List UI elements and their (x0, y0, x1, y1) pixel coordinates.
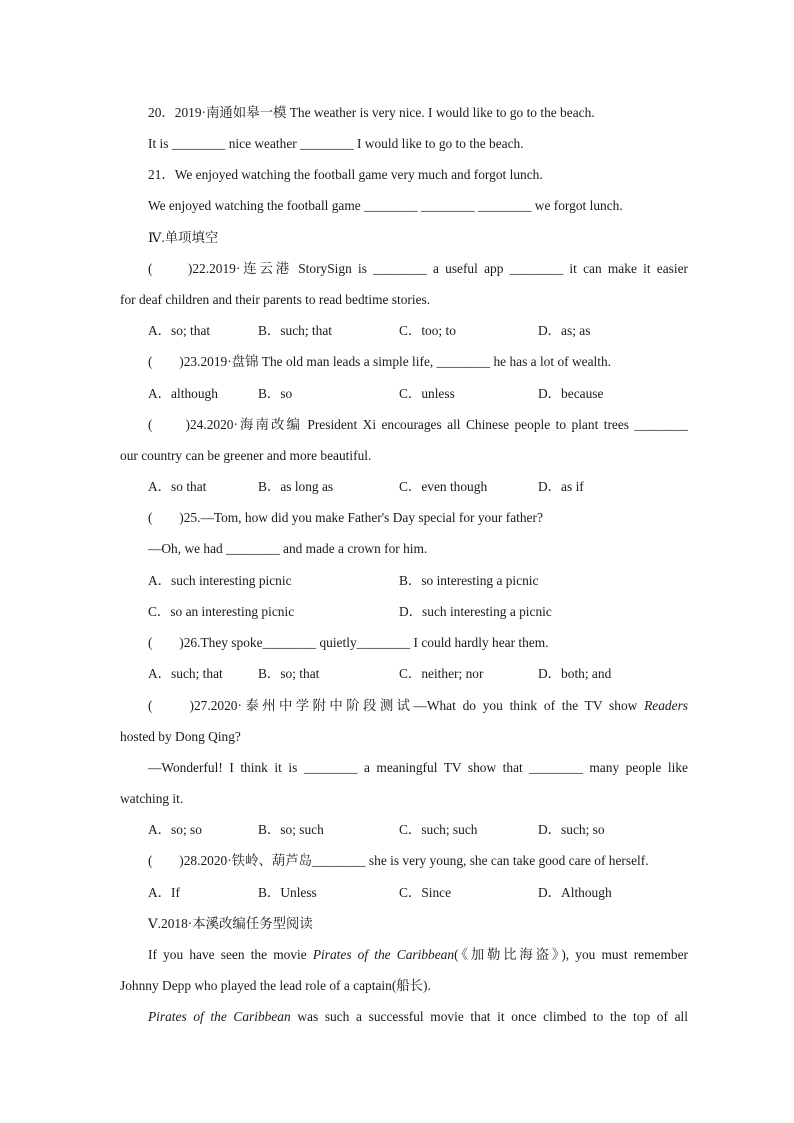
option-c: C．such; such (399, 822, 478, 837)
option-a: A．so; so (148, 822, 202, 837)
option-a: A．such; that (148, 666, 223, 681)
option-c: C．even though (399, 479, 488, 494)
option-b: B．such; that (258, 323, 333, 338)
option-c: C．Since (399, 885, 452, 900)
movie-title: Pirates of the Caribbean (312, 947, 455, 962)
question-25-reply: —Oh, we had ________ and made a crown for him. (148, 541, 428, 556)
reading-text: (《加勒比海盗》), you must remember (454, 947, 688, 962)
option-d: D．Although (538, 885, 612, 900)
option-b: B．so (258, 386, 293, 401)
question-22: ( )22.2019·连云港 StorySign is ________ a useful app ________ it can make it easier (148, 261, 688, 276)
question-26: ( )26.They spoke________ quietly________ I could hardly hear them. (148, 635, 549, 650)
reading-paragraph-2 (148, 1008, 688, 1026)
option-b: B．so; that (258, 666, 320, 681)
reading-paragraph-1 (148, 946, 688, 964)
question-21: 21．We enjoyed watching the football game very much and forgot lunch. (148, 167, 543, 182)
option-d: D．as if (538, 479, 584, 494)
question-27 (148, 697, 688, 715)
question-24-cont: our country can be greener and more beautiful. (120, 448, 372, 463)
question-27-text: ( )27.2020·泰州中学附中阶段测试—What do you think of the TV show (148, 698, 645, 713)
question-28: ( )28.2020·铁岭、葫芦岛________ she is very young, she can take good care of herself. (148, 853, 649, 868)
question-24: ( )24.2020·海南改编 President Xi encourages all Chinese people to plant trees ________ (148, 417, 688, 432)
option-b: B．as long as (258, 479, 334, 494)
option-c: C．too; to (399, 323, 456, 338)
question-27-cont: hosted by Dong Qing? (120, 729, 241, 744)
question-20: 20．2019·南通如皋一模 The weather is very nice. I would like to go to the beach. (148, 105, 595, 120)
option-d: D．because (538, 386, 604, 401)
option-d: D．such; so (538, 822, 605, 837)
reading-text: was such a successful movie that it once climbed to the top of all (290, 1009, 688, 1024)
question-20-rewrite: It is ________ nice weather ________ I would like to go to the beach. (148, 136, 524, 151)
option-c: C．so an interesting picnic (148, 604, 295, 619)
question-27-reply-cont: watching it. (120, 791, 184, 806)
section-5-heading: Ⅴ.2018·本溪改编任务型阅读 (148, 916, 313, 931)
reading-text: If you have seen the movie (148, 947, 313, 962)
option-d: D．both; and (538, 666, 612, 681)
option-b: B．so interesting a picnic (399, 573, 539, 588)
question-25: ( )25.—Tom, how did you make Father's Day special for your father? (148, 510, 543, 525)
option-a: A．so; that (148, 323, 211, 338)
option-b: B．Unless (258, 885, 317, 900)
question-23: ( )23.2019·盘锦 The old man leads a simple life, ________ he has a lot of wealth. (148, 354, 611, 369)
question-21-rewrite: We enjoyed watching the football game ________ ________ ________ we forgot lunch. (148, 198, 623, 213)
option-d: D．as; as (538, 323, 591, 338)
option-a: A．If (148, 885, 180, 900)
option-d: D．such interesting a picnic (399, 604, 552, 619)
reading-paragraph-1-cont: Johnny Depp who played the lead role of a captain(船长). (120, 978, 431, 993)
question-27-reply: —Wonderful! I think it is ________ a meaningful TV show that ________ many people like (148, 760, 688, 775)
section-4-heading: Ⅳ.单项填空 (148, 230, 219, 245)
question-22-cont: for deaf children and their parents to read bedtime stories. (120, 292, 431, 307)
option-c: C．unless (399, 386, 455, 401)
option-a: A．such interesting picnic (148, 573, 292, 588)
movie-title: Pirates of the Caribbean (148, 1009, 291, 1024)
option-b: B．so; such (258, 822, 324, 837)
option-a: A．so that (148, 479, 207, 494)
show-title: Readers (644, 698, 688, 713)
option-c: C．neither; nor (399, 666, 484, 681)
option-a: A．although (148, 386, 218, 401)
